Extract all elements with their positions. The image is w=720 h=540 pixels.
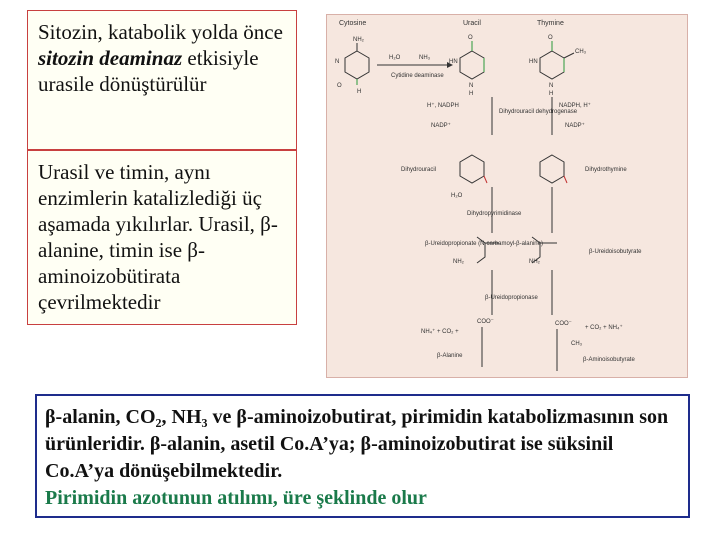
summary-main-text: β-alanin, CO₂, NH₃ ve β-aminoizobutirat, pirimidin katabolizmasının son ürünleridir. β-alanin, asetil Co.A’ya; β-aminoizobutirat ise süksinil Co.A’ya dönüşebilmektedir. xyxy=(45,406,669,482)
ureido-propionase-label: β-Ureidopropionase xyxy=(485,295,538,301)
cytosine-nh2: NH₂ xyxy=(353,37,364,43)
aminoisobutyrate-label: β-Aminoisobutyrate xyxy=(583,357,635,363)
products-right: + CO₂ + NH₄⁺ xyxy=(585,325,623,331)
cytosine-structure xyxy=(345,43,369,85)
label-cytosine: Cytosine xyxy=(339,20,367,27)
uracil-h: H xyxy=(469,91,474,97)
nadph-right: NADPH, H⁺ xyxy=(559,103,591,109)
nadph-left: H⁺, NADPH xyxy=(427,103,459,109)
cytosine-h: H xyxy=(357,89,362,95)
pyrimidine-catabolism-diagram xyxy=(326,14,688,378)
summary-box xyxy=(35,394,690,518)
h2o-label: H₂O xyxy=(389,55,401,61)
uracil-o: O xyxy=(468,35,473,41)
nadp-right: NADP⁺ xyxy=(565,123,585,129)
pathway-svg xyxy=(327,15,687,377)
beta-alanine-label: β-Alanine xyxy=(437,353,463,359)
product-bonds xyxy=(482,327,557,371)
product-ch3: CH₃ xyxy=(571,341,583,347)
thymine-hn: HN xyxy=(529,59,538,65)
thymine-ch3: CH₃ xyxy=(575,49,587,55)
thymine-h: H xyxy=(549,91,554,97)
h2o-label-2: H₂O xyxy=(451,193,463,199)
label-thymine: Thymine xyxy=(537,20,564,27)
uracil-hn: HN xyxy=(449,59,458,65)
summary-highlight-text: Pirimidin azotunun atılımı, üre şeklinde olur xyxy=(45,487,427,509)
label-uracil: Uracil xyxy=(463,20,481,27)
dihydropyrimidinase-label: Dihydropyrimidinase xyxy=(467,211,522,217)
dihydro-structures xyxy=(460,155,567,183)
cytidine-deaminase-label: Cytidine deaminase xyxy=(391,73,444,79)
uracil-thymine-paragraph: Urasil ve timin, aynı enzimlerin katalizlediği üç aşamada yıkılırlar. Urasil, β-alanine, timin ise β-aminoizobütirata çevrilmektedir xyxy=(38,160,278,314)
coo-left: COO⁻ xyxy=(477,319,494,325)
nh3-label: NH₃ xyxy=(419,55,431,61)
cytosine-n: N xyxy=(335,59,340,65)
products-left: NH₄⁺ + CO₂ + xyxy=(421,329,459,335)
cytosine-o: O xyxy=(337,83,342,89)
dihydrouracil-label: Dihydrouracil xyxy=(401,167,437,173)
box1-text-pre: Sitozin, katabolik yolda önce xyxy=(38,20,283,44)
box1-text-post: etkisiyle urasile dönüştürülür xyxy=(38,46,259,96)
coo-right: COO⁻ xyxy=(555,321,572,327)
ureido-nh2-right: NH₂ xyxy=(529,259,540,265)
cytosine-paragraph xyxy=(28,11,296,97)
ureido-prop-label: β-Ureidopropionate (N-carbamoyl-β-alanine) xyxy=(425,241,543,247)
uracil-structure xyxy=(460,41,484,79)
nadp-left: NADP⁺ xyxy=(431,123,451,129)
text-box-uracil-thymine xyxy=(27,150,297,325)
dihydrothymine-label: Dihydrothymine xyxy=(585,167,627,173)
thymine-o: O xyxy=(548,35,553,41)
thymine-n: N xyxy=(549,83,554,89)
dhd-enzyme-label: Dihydrouracil dehydrogenase xyxy=(499,109,578,115)
uracil-n: N xyxy=(469,83,474,89)
thymine-structure xyxy=(540,41,574,79)
box1-text-emph: sitozin deaminaz xyxy=(38,46,183,70)
text-box-cytosine xyxy=(27,10,297,150)
ureido-nh2: NH₂ xyxy=(453,259,464,265)
ureido-but-label: β-Ureidoisobutyrate xyxy=(589,249,642,255)
summary-paragraph xyxy=(37,396,688,512)
